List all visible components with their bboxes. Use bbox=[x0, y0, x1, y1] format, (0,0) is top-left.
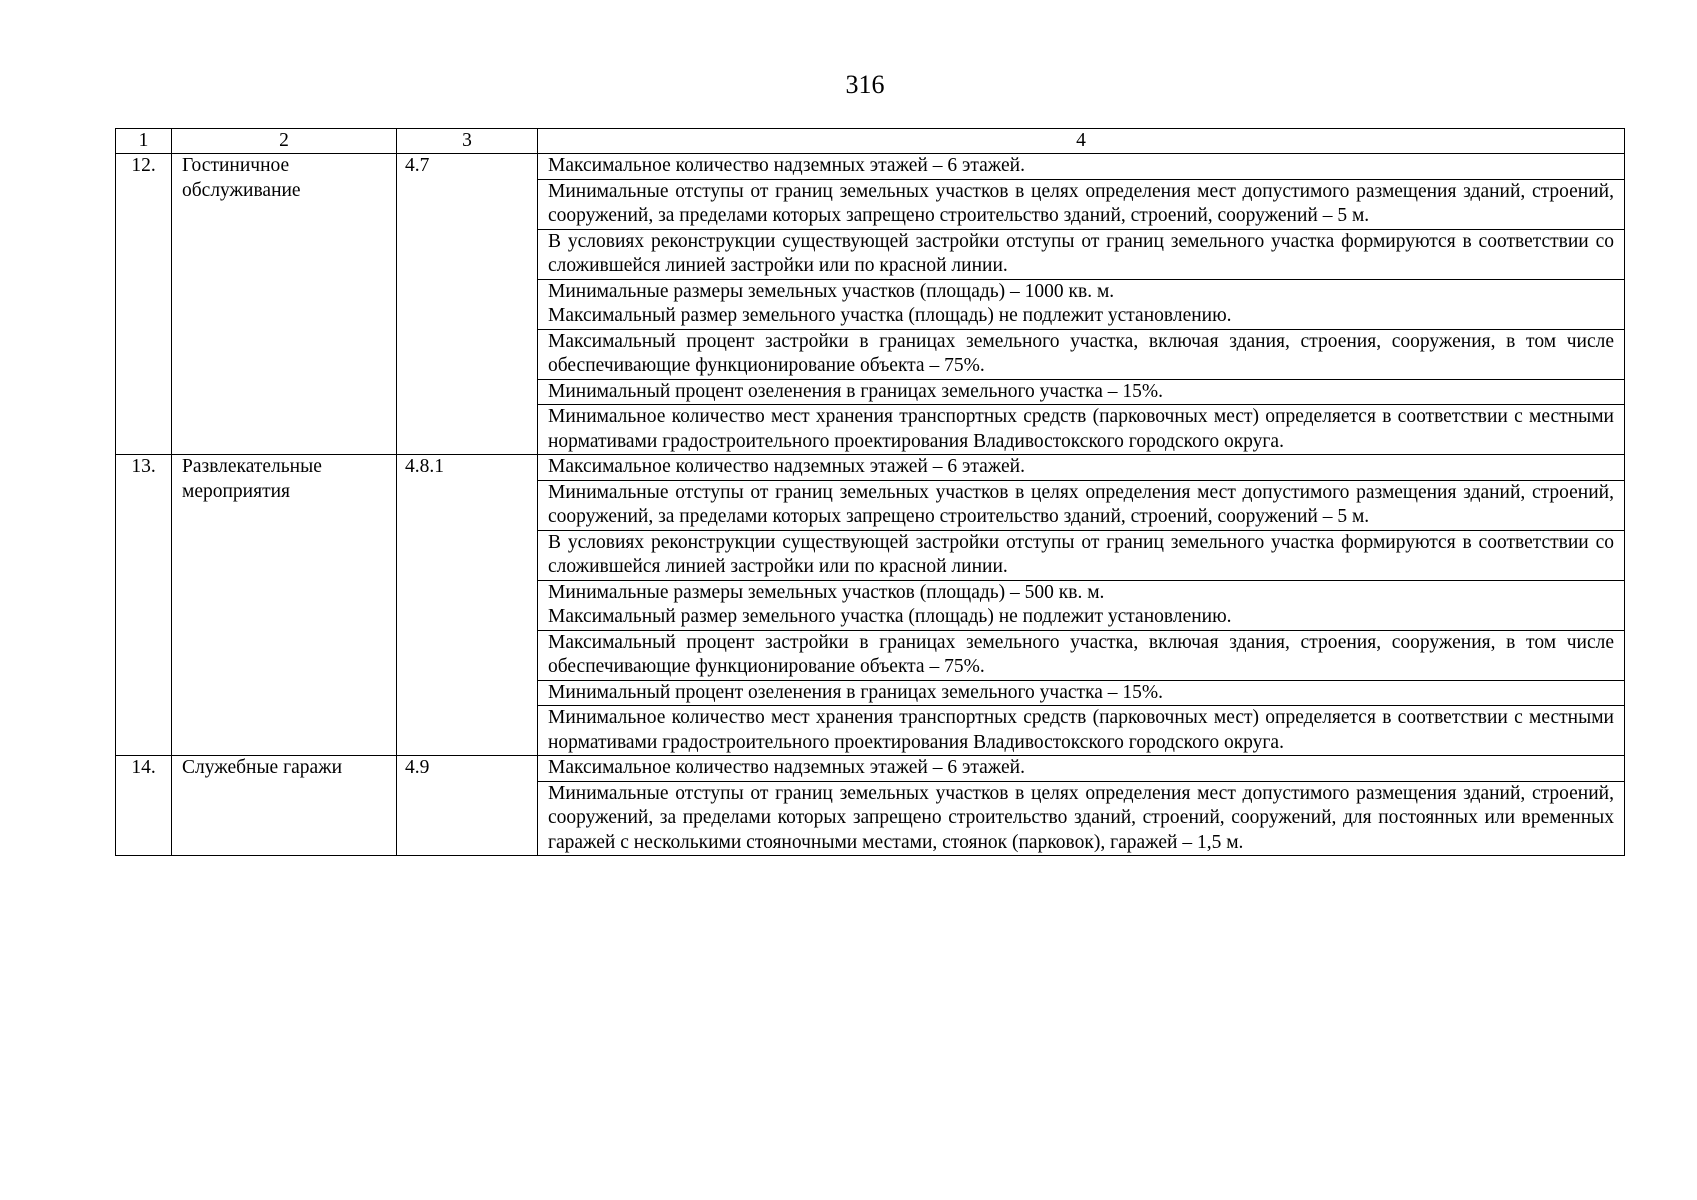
table-body bbox=[116, 154, 1625, 856]
parameter-text: Максимальное количество надземных этажей – 6 этажей. bbox=[548, 456, 1025, 477]
header-col-3: 3 bbox=[397, 129, 538, 154]
parameter-cell bbox=[538, 405, 1625, 455]
parameter-text: Максимальный размер земельного участка (площадь) не подлежит установлению. bbox=[548, 606, 1232, 627]
parameter-cell bbox=[538, 630, 1625, 680]
parameter-text: Минимальные размеры земельных участков (площадь) – 1000 кв. м. bbox=[548, 280, 1115, 302]
land-use-name: Служебные гаражи bbox=[172, 756, 397, 856]
parameter-cell bbox=[538, 455, 1625, 481]
header-row bbox=[116, 129, 1625, 154]
parameter-text: Максимальное количество надземных этажей – 6 этажей. bbox=[548, 155, 1025, 176]
land-use-code: 4.9 bbox=[397, 756, 538, 856]
parameter-cell bbox=[538, 179, 1625, 229]
header-col-2: 2 bbox=[172, 129, 397, 154]
table-row bbox=[116, 154, 1625, 180]
parameter-text: Минимальный процент озеленения в границах земельного участка – 15%. bbox=[548, 681, 1164, 703]
parameter-text: Максимальный процент застройки в границах земельного участка, включая здания, строения, сооружения, в том числе обеспечивающие функционирование объекта – 75%. bbox=[548, 631, 1614, 677]
parameter-text: Минимальные размеры земельных участков (площадь) – 500 кв. м. bbox=[548, 581, 1105, 603]
parameter-cell bbox=[538, 781, 1625, 856]
land-use-code: 4.7 bbox=[397, 154, 538, 455]
page-number: 316 bbox=[845, 70, 885, 99]
parameter-text: Минимальные отступы от границ земельных участков в целях определения мест допустимого размещения зданий, строений, сооружений, за пределами которых запрещено строительство зданий, строений, сооружений – 5 м. bbox=[548, 481, 1614, 527]
parameter-cell bbox=[538, 756, 1625, 782]
parameter-cell bbox=[538, 480, 1625, 530]
parameter-cell bbox=[538, 329, 1625, 379]
land-use-code: 4.8.1 bbox=[397, 455, 538, 756]
table-row bbox=[116, 756, 1625, 782]
parameter-text: Минимальное количество мест хранения транспортных средств (парковочных мест) определяется в соответствии с местными нормативами градостроительного проектирования Владивостокского городского округа. bbox=[548, 707, 1614, 753]
parameter-text: Максимальный процент застройки в границах земельного участка, включая здания, строения, сооружения, в том числе обеспечивающие функционирование объекта – 75%. bbox=[548, 330, 1614, 376]
parameter-cell bbox=[538, 530, 1625, 580]
parameter-cell bbox=[538, 379, 1625, 405]
parameter-cell bbox=[538, 229, 1625, 279]
regulations-table bbox=[115, 128, 1625, 856]
parameter-text: Максимальный размер земельного участка (площадь) не подлежит установлению. bbox=[548, 305, 1232, 326]
land-use-name: Развлекательные мероприятия bbox=[172, 455, 397, 756]
table-row bbox=[116, 455, 1625, 481]
header-col-1: 1 bbox=[116, 129, 172, 154]
parameter-cell bbox=[538, 154, 1625, 180]
row-number: 14. bbox=[116, 756, 172, 856]
parameter-text: В условиях реконструкции существующей застройки отступы от границ земельного участка формируются в соответствии со сложившейся линией застройки или по красной линии. bbox=[548, 230, 1614, 276]
parameter-cell bbox=[538, 279, 1625, 329]
parameter-text: Максимальное количество надземных этажей – 6 этажей. bbox=[548, 757, 1025, 778]
row-number: 12. bbox=[116, 154, 172, 455]
parameter-cell bbox=[538, 680, 1625, 706]
parameter-text: Минимальные отступы от границ земельных участков в целях определения мест допустимого размещения зданий, строений, сооружений, за пределами которых запрещено строительство зданий, строений, сооружений – 5 м. bbox=[548, 180, 1614, 226]
parameter-cell bbox=[538, 706, 1625, 756]
parameter-text: В условиях реконструкции существующей застройки отступы от границ земельного участка формируются в соответствии со сложившейся линией застройки или по красной линии. bbox=[548, 531, 1614, 577]
land-use-name: Гостиничное обслуживание bbox=[172, 154, 397, 455]
header-col-4: 4 bbox=[538, 129, 1625, 154]
parameter-cell bbox=[538, 580, 1625, 630]
table-header bbox=[116, 129, 1625, 154]
parameter-text: Минимальное количество мест хранения транспортных средств (парковочных мест) определяется в соответствии с местными нормативами градостроительного проектирования Владивостокского городского округа. bbox=[548, 406, 1614, 452]
row-number: 13. bbox=[116, 455, 172, 756]
parameter-text: Минимальные отступы от границ земельных участков в целях определения мест допустимого размещения зданий, строений, сооружений, за пределами которых запрещено строительство зданий, строений, сооружений, для постоянных или временных гаражей с несколькими стояночными местами, стоянок (парковок), гаражей – 1,5 м. bbox=[548, 782, 1614, 853]
parameter-text: Минимальный процент озеленения в границах земельного участка – 15%. bbox=[548, 380, 1164, 402]
